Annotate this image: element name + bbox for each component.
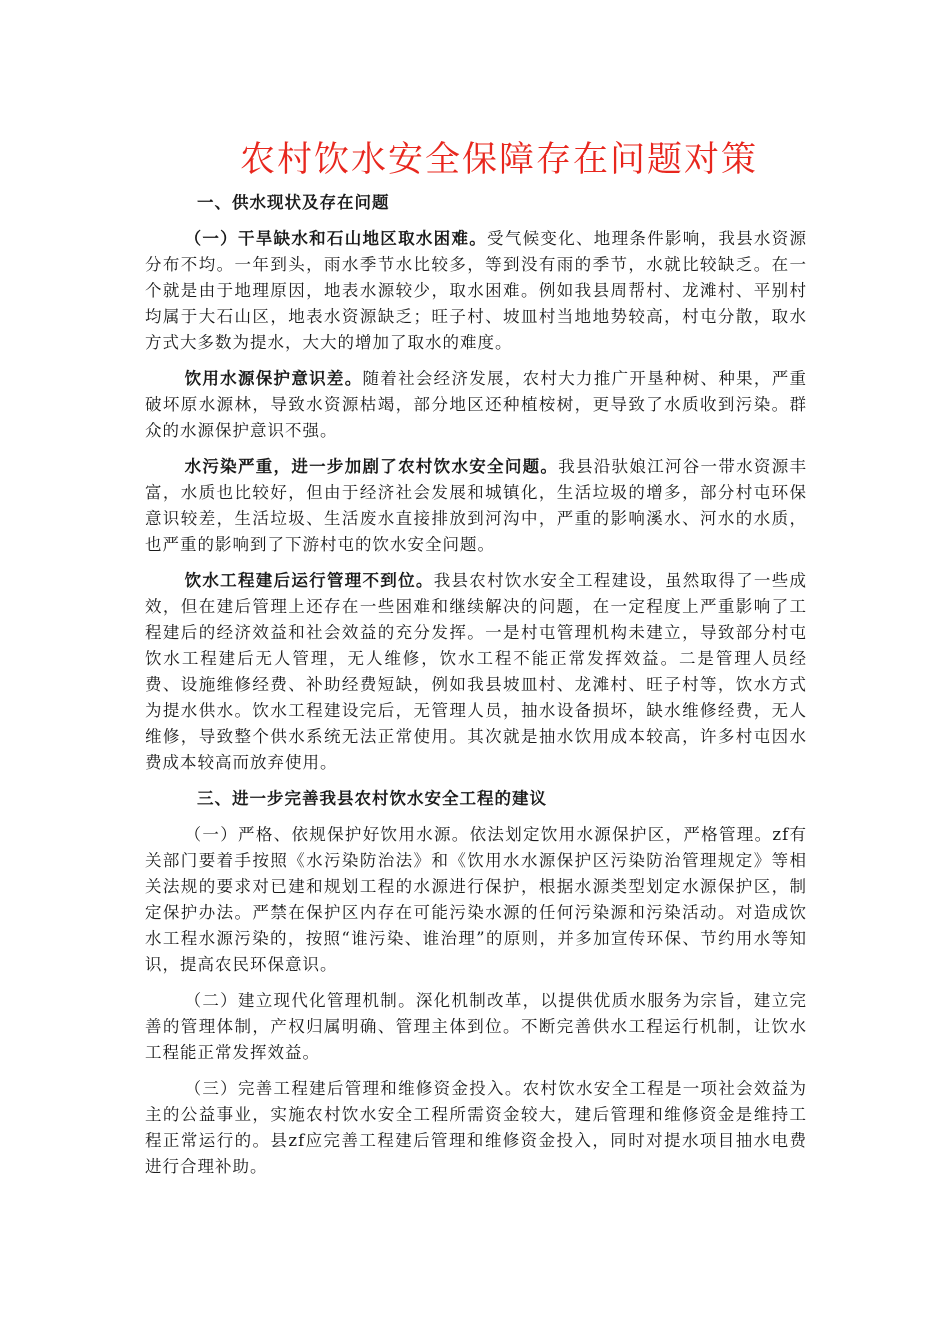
- paragraph-4-lead: 饮水工程建后运行管理不到位。: [184, 571, 434, 590]
- paragraph-6: （二）建立现代化管理机制。深化机制改革，以提供优质水服务为宗旨，建立完善的管理体制，产权归属明确、管理主体到位。不断完善供水工程运行机制，让饮水工程能正常发挥效益。: [145, 991, 807, 1062]
- paragraph-1-lead: （一）干旱缺水和石山地区取水困难。: [184, 229, 488, 248]
- paragraph-7: （三）完善工程建后管理和维修资金投入。农村饮水安全工程是一项社会效益为主的公益事业，实施农村饮水安全工程所需资金较大，建后管理和维修资金是维持工程正常运行的。县zf应完善工程建后管理和维修资金投入，同时对提水项目抽水电费进行合理补助。: [145, 1079, 807, 1176]
- paragraph-3-text: 我县沿驮娘江河谷一带水资源丰富，水质也比较好，但由于经济社会发展和城镇化，生活垃圾的增多，部分村屯环保意识较差，生活垃圾、生活废水直接排放到河沟中，严重的影响溪水、河水的水质，也严重的影响到了下游村屯的饮水安全问题。: [145, 457, 808, 554]
- document-title: 农村饮水安全保障存在问题对策: [239, 140, 758, 180]
- paragraph-1-text: 受气候变化、地理条件影响，我县水资源分布不均。一年到头，雨水季节水比较多，等到没有雨的季节，水就比较缺乏。在一个就是由于地理原因，地表水源较少，取水困难。例如我县周帮村、龙滩村、平别村均属于大石山区，地表水资源缺乏；旺子村、坡皿村当地地势较高，村屯分散，取水方式大多数为提水，大大的增加了取水的难度。: [145, 229, 808, 352]
- paragraph-5: （一）严格、依规保护好饮用水源。依法划定饮用水源保护区，严格管理。zf有关部门要着手按照《水污染防治法》和《饮用水水源保护区污染防治管理规定》等相关法规的要求对已建和规划工程的水源进行保护，根据水源类型划定水源保护区，制定保护办法。严禁在保护区内存在可能污染水源的任何污染源和污染活动。对造成饮水工程水源污染的，按照“谁污染、谁治理”的原则，并多加宣传环保、节约用水等知识，提高农民环保意识。: [145, 825, 807, 974]
- section-heading-3: 三、进一步完善我县农村饮水安全工程的建议: [197, 789, 547, 808]
- paragraph-2-text: 随着社会经济发展，农村大力推广开垦种树、种果，严重破坏原水源林，导致水资源枯竭，部分地区还种植桉树，更导致了水质收到污染。群众的水源保护意识不强。: [145, 369, 808, 440]
- paragraph-2-lead: 饮用水源保护意识差。: [184, 369, 363, 388]
- paragraph-2: [145, 366, 807, 444]
- section-heading-1: 一、供水现状及存在问题: [197, 193, 390, 212]
- document-body: [145, 190, 807, 1190]
- paragraph-4-text: 我县农村饮水安全工程建设，虽然取得了一些成效，但在建后管理上还存在一些困难和继续解决的问题，在一定程度上严重影响了工程建后的经济效益和社会效益的充分发挥。一是村屯管理机构未建立，导致部分村屯饮水工程建后无人管理，无人维修，饮水工程不能正常发挥效益。二是管理人员经费、设施维修经费、补助经费短缺，例如我县坡皿村、龙滩村、旺子村等，饮水方式为提水供水。饮水工程建设完后，无管理人员，抽水设备损坏，缺水维修经费，无人维修，导致整个供水系统无法正常使用。其次就是抽水饮用成本较高，许多村屯因水费成本较高而放弃使用。: [145, 571, 808, 772]
- paragraph-3: [145, 454, 807, 558]
- paragraph-1: [145, 226, 807, 356]
- paragraph-3-lead: 水污染严重，进一步加剧了农村饮水安全问题。: [184, 457, 559, 476]
- paragraph-4: [145, 568, 807, 776]
